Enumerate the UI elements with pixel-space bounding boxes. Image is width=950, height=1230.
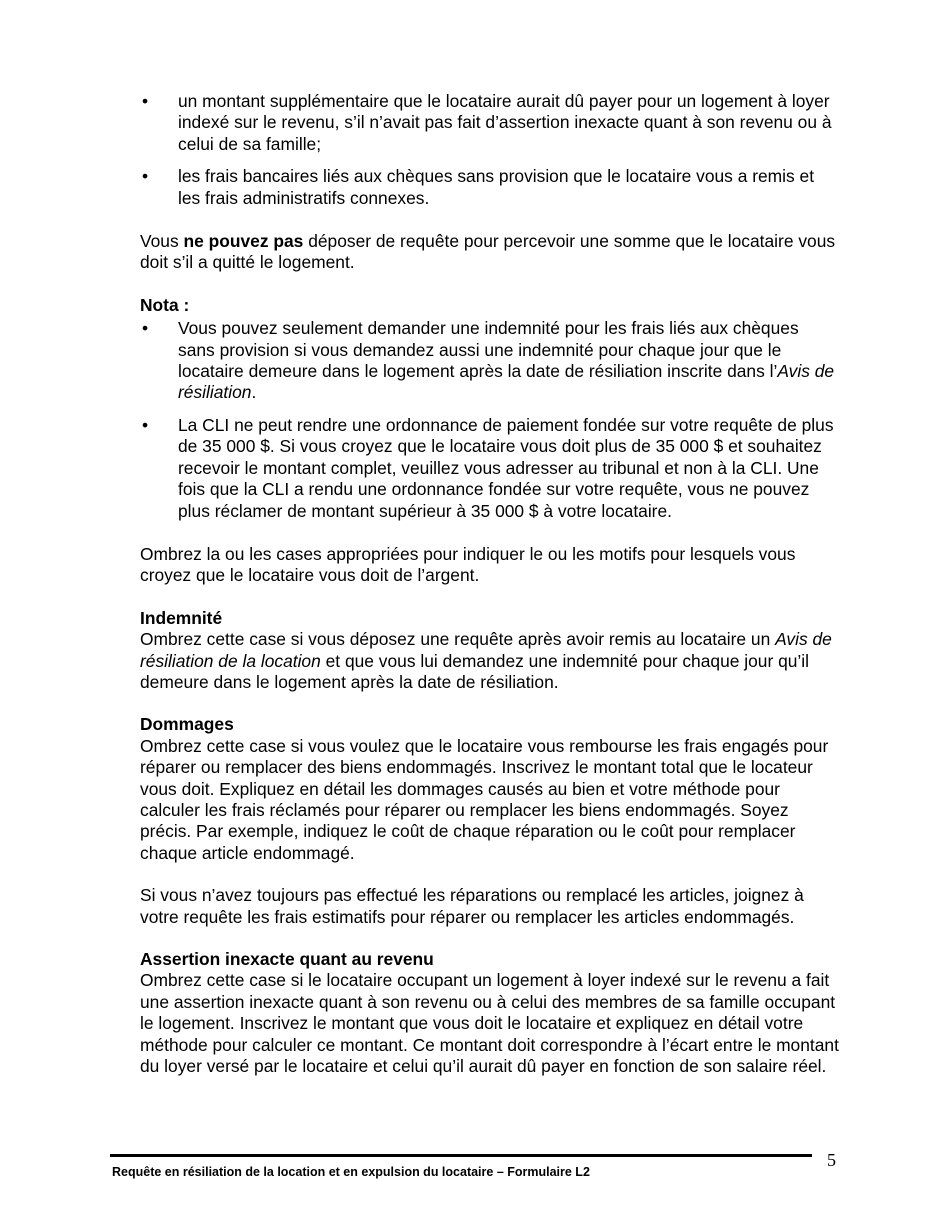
bullet-list-amounts bbox=[137, 91, 840, 209]
assertion-paragraph: Ombrez cette case si le locataire occupant un logement à loyer indexé sur le revenu a fait une assertion inexacte quant à son revenu ou à celui des membres de sa famille occupant le logement. Inscrivez le montant que vous doit le locataire et expliquez en détail votre méthode pour calculer ce montant. Ce montant doit correspondre à l’écart entre le montant du loyer versé par le locataire et celui qu’il aurait dû payer en fonction de son salaire réel. bbox=[140, 970, 839, 1077]
list-item: • les frais bancaires liés aux chèques sans provision que le locataire vous a remis et les frais administratifs connexes. bbox=[142, 166, 815, 208]
assertion-heading: Assertion inexacte quant au revenu bbox=[140, 949, 434, 969]
bullet-icon: • bbox=[142, 166, 149, 187]
list-item: • un montant supplémentaire que le locataire aurait dû payer pour un logement à loyer indexé sur le revenu, s’il n’avait pas fait d’assertion inexacte quant à son revenu ou à celui de sa famille; bbox=[142, 91, 832, 154]
paragraph-cannot-file: Vous ne pouvez pas déposer de requête pour percevoir une somme que le locataire vous doit s’il a quitté le logement. bbox=[140, 231, 836, 273]
list-item: • La CLI ne peut rendre une ordonnance de paiement fondée sur votre requête de plus de 35 000 $. Si vous croyez que le locataire vous doit plus de 35 000 $ et souhaitez recevoir le montant complet, veuillez vous adresser au tribunal et non à la CLI. Une fois que la CLI a rendu une ordonnance fondée sur votre requête, vous ne pouvez plus réclamer de montant supérieur à 35 000 $ à votre locataire. bbox=[142, 414, 834, 521]
list-item: • Vous pouvez seulement demander une indemnité pour les frais liés aux chèques sans provision si vous demandez aussi une indemnité pour chaque jour que le locataire demeure dans le logement après la date de résiliation inscrite dans l’Avis de résiliation. bbox=[142, 318, 835, 403]
page-number: 5 bbox=[827, 1150, 836, 1170]
dommages-paragraph-1: Ombrez cette case si vous voulez que le locataire vous rembourse les frais engagés pour réparer ou remplacer des biens endommagés. Inscrivez le montant total que le locateur vous doit. Expliquez en détail les dommages causés au bien et votre méthode pour calculer les frais réclamés pour réparer ou remplacer les biens endommagés. Soyez précis. Par exemple, indiquez le coût de chaque réparation ou le coût pour remplacer chaque article endommagé. bbox=[140, 735, 829, 863]
indemnite-paragraph: Ombrez cette case si vous déposez une requête après avoir remis au locataire un Avis de résiliation de la location et que vous lui demandez une indemnité pour chaque jour qu’il demeure dans le logement après la date de résiliation. bbox=[140, 629, 832, 692]
document-body bbox=[140, 91, 840, 1077]
footer-divider bbox=[110, 1154, 812, 1157]
bullet-icon: • bbox=[142, 414, 149, 435]
dommages-heading: Dommages bbox=[140, 714, 234, 735]
paragraph-shade-boxes: Ombrez la ou les cases appropriées pour indiquer le ou les motifs pour lesquels vous croyez que le locataire vous doit de l’argent. bbox=[140, 543, 796, 586]
bullet-list-nota bbox=[137, 318, 840, 522]
footer-title: Requête en résiliation de la location et en expulsion du locataire – Formulaire L2 bbox=[112, 1165, 590, 1179]
bullet-icon: • bbox=[142, 318, 149, 339]
indemnite-heading: Indemnité bbox=[140, 607, 223, 628]
dommages-paragraph-2: Si vous n’avez toujours pas effectué les réparations ou remplacé les articles, joignez à votre requête les frais estimatifs pour réparer ou remplacer les articles endommagés. bbox=[140, 885, 804, 927]
bullet-icon: • bbox=[142, 91, 149, 111]
nota-heading: Nota : bbox=[140, 294, 190, 315]
